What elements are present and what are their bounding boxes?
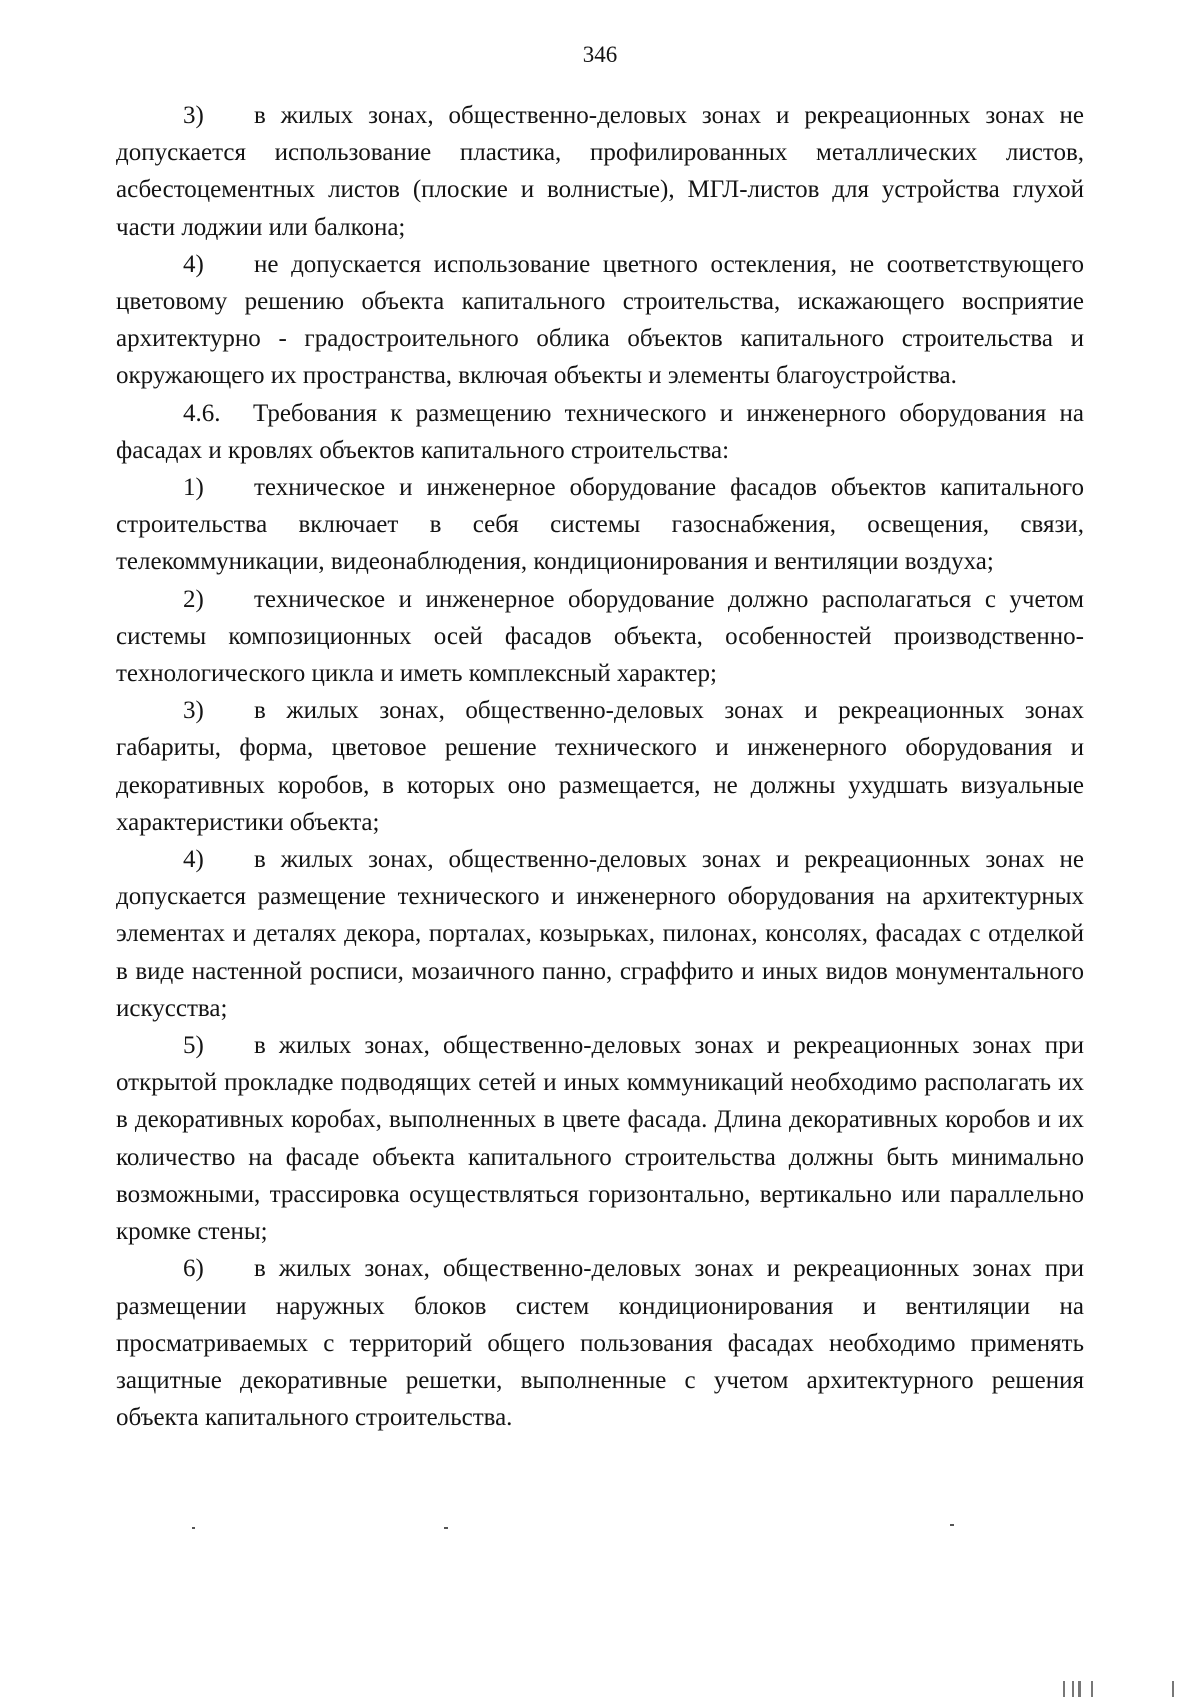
scan-speck: [444, 1527, 448, 1529]
paragraph-text: в жилых зонах, общественно-деловых зонах и рекреационных зонах при открытой прокладке подводящих сетей и иных коммуникаций необходимо располагать их в декоративных коробах, выполненных в цвете фасада. Длина декоративных коробов и их количество на фасаде объекта капитального строительства должны быть минимально возможными, трассировка осуществляться горизонтально, вертикально или параллельно кромке стены;: [116, 1032, 1084, 1246]
paragraph-item-1-equipment: [116, 469, 1084, 581]
section-text: Требования к размещению технического и инженерного оборудования на фасадах и кровлях объектов капитального строительства:: [116, 399, 1084, 464]
paragraph-item-4-restrictions: [116, 841, 1084, 1027]
paragraph-text: не допускается использование цветного остекления, не соответствующего цветовому решению объекта капитального строительства, искажающего восприятие архитектурно - градостроительного облика объектов капитального строительства и окружающего их пространства, включая объекты и элементы благоустройства.: [116, 250, 1084, 390]
paragraph-number: 5): [183, 1032, 204, 1060]
document-body: [116, 97, 1084, 1436]
page-number: 346: [582, 42, 618, 67]
paragraph-number: 1): [183, 474, 204, 502]
paragraph-number: 4): [183, 250, 204, 278]
paragraph-item-2-placement: [116, 581, 1084, 693]
paragraph-number: 4): [183, 846, 204, 874]
paragraph-text: в жилых зонах, общественно-деловых зонах и рекреационных зонах габариты, форма, цветовое решение технического и инженерного оборудования и декоративных коробов, в которых оно размещается, не должны ухудшать визуальные характеристики объекта;: [116, 697, 1084, 836]
paragraph-item-5-networks: [116, 1027, 1084, 1250]
paragraph-text: техническое и инженерное оборудование фасадов объектов капитального строительства включает в себя системы газоснабжения, освещения, связи, телекоммуникации, видеонаблюдения, кондиционирования и вентиляции воздуха;: [116, 474, 1084, 576]
paragraph-text: в жилых зонах, общественно-деловых зонах и рекреационных зонах не допускается использование пластика, профилированных металлических листов, асбестоцементных листов (плоские и волнистые), МГЛ-листов для устройства глухой части лоджии или балкона;: [116, 102, 1084, 241]
paragraph-number: 3): [183, 697, 204, 725]
section-number: 4.6.: [183, 399, 221, 427]
scan-edge-mark: [1078, 1681, 1081, 1697]
paragraph-number: 6): [183, 1255, 204, 1283]
paragraph-number: 3): [183, 102, 204, 129]
paragraph-item-4-glazing: [116, 246, 1084, 395]
scan-edge-mark: [1091, 1681, 1093, 1697]
scan-speck: [950, 1524, 954, 1526]
paragraph-text: в жилых зонах, общественно-деловых зонах и рекреационных зонах при размещении наружных блоков систем кондиционирования и вентиляции на просматриваемых с территорий общего пользования фасадах необходимо применять защитные декоративные решетки, выполненные с учетом архитектурного решения объекта капитального строительства.: [116, 1255, 1084, 1432]
scan-edge-mark: [1172, 1681, 1174, 1697]
scan-edge-mark: [1072, 1681, 1074, 1697]
paragraph-item-6-conditioning: [116, 1250, 1084, 1436]
section-heading-4-6: [116, 395, 1084, 469]
paragraph-item-3-dimensions: [116, 692, 1084, 841]
paragraph-text: в жилых зонах, общественно-деловых зонах и рекреационных зонах не допускается размещение технического и инженерного оборудования на архитектурных элементах и деталях декора, порталах, козырьках, пилонах, консолях, фасадах с отделкой в виде настенной росписи, мозаичного панно, сграффито и иных видов монументального искусства;: [116, 846, 1084, 1022]
paragraph-number: 2): [183, 585, 204, 613]
scan-speck: [192, 1527, 195, 1529]
paragraph-item-3-balcony: [116, 97, 1084, 246]
scan-edge-mark: [1063, 1681, 1065, 1697]
paragraph-text: техническое и инженерное оборудование должно располагаться с учетом системы композиционных осей фасадов объекта, особенностей производственно-технологического цикла и иметь комплексный характер;: [116, 585, 1084, 688]
